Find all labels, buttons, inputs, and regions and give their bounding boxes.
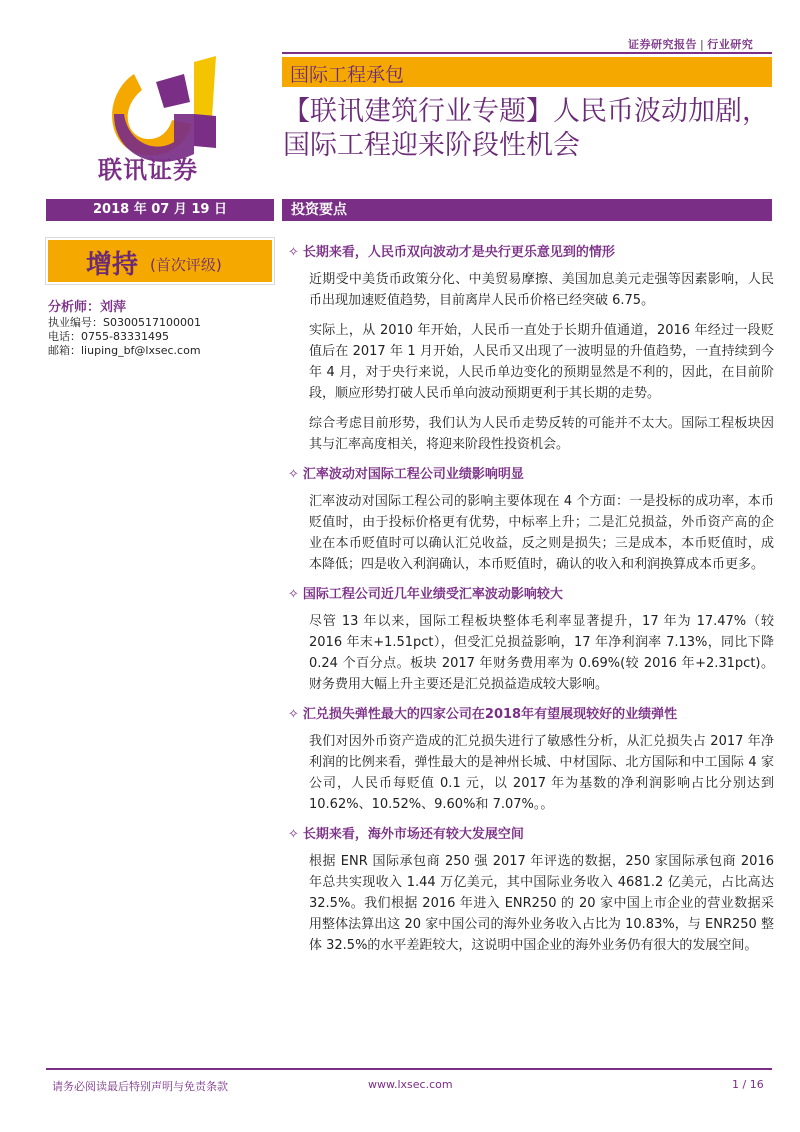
logo-text: 联讯证券 bbox=[98, 155, 198, 184]
analyst-name: 分析师：刘萍 bbox=[48, 300, 127, 315]
paragraph: 根据 ENR 国际承包商 250 强 2017 年评选的数据，250 家国际承包商 2016 年总共实现收入 1.44 万亿美元，其中国际业务收入 4681.2 亿美元，占比高达 32.5%。我们根据 2016 年进入 ENR250 的 20 家中国上市企业的营业数据采用整体法算出这 20 家中国公司的海外业务收入占比为 10.83%，与 ENR250 整体 32.5%的水平差距较大，这说明中国企业的海外业务仍有很大的发展空间。 bbox=[309, 854, 774, 953]
rating-main: 增持 bbox=[86, 250, 139, 280]
section-heading: ✧ 国际工程公司近几年业绩受汇率波动影响较大 bbox=[288, 587, 563, 602]
footer-disclaimer: 请务必阅读最后特别声明与免责条款 bbox=[52, 1080, 228, 1093]
diamond-bullet-icon: ✧ bbox=[288, 245, 299, 260]
paragraph: 我们对因外币资产造成的汇兑损失进行了敏感性分析，从汇兑损失占 2017 年净利润的比例来看，弹性最大的是神州长城、中材国际、北方国际和中工国际 4 家公司，人民币每贬值 0.1 元，以 2017 年为基数的净利润影响占比分别达到 10.62%、10.52%、9.60%和 7.07%。。 bbox=[309, 734, 774, 812]
report-date: 2018 年 07 月 19 日 bbox=[46, 199, 274, 221]
top-rule bbox=[282, 52, 772, 54]
section-recent-performance bbox=[288, 584, 774, 695]
section-elasticity bbox=[288, 704, 774, 815]
section-heading: ✧ 汇率波动对国际工程公司业绩影响明显 bbox=[288, 467, 524, 482]
report-type-line bbox=[628, 36, 753, 52]
main-content bbox=[288, 242, 774, 965]
paragraph: 尽管 13 年以来，国际工程板块整体毛利率显著提升，17 年为 17.47%（较 2016 年末+1.51pct），但受汇兑损益影响，17 年净利润率 7.13%，同比下降 0.24 个百分点。板块 2017 年财务费用率为 0.69%(较 2016 年+2.31pct)。财务费用大幅上升主要还是汇兑损益造成较大影响。 bbox=[309, 614, 774, 692]
logo-purple-block bbox=[156, 74, 190, 108]
section-rmb-outlook bbox=[288, 242, 774, 455]
page-number: 1 / 16 bbox=[732, 1078, 764, 1091]
investment-highlights-heading: 投资要点 bbox=[282, 199, 772, 221]
diamond-bullet-icon: ✧ bbox=[288, 467, 299, 482]
sector-bar bbox=[282, 57, 772, 87]
section-overseas-market bbox=[288, 824, 774, 956]
logo-yellow-flag bbox=[194, 56, 216, 118]
footer-website-link[interactable]: www.lxsec.com bbox=[368, 1078, 453, 1091]
paragraph: 汇率波动对国际工程公司的影响主要体现在 4 个方面：一是投标的成功率，本币贬值时，由于投标价格更有优势，中标率上升；二是汇兑损益，外币资产高的企业在本币贬值时可以确认汇兑收益，反之则是损失；三是成本，本币贬值时，成本降低；四是收入利润确认，本币贬值时，确认的收入和利润换算成本币更多。 bbox=[309, 494, 774, 572]
section-heading: ✧ 汇兑损失弹性最大的四家公司在2018年有望展现较好的业绩弹性 bbox=[288, 707, 678, 722]
paragraph: 综合考虑目前形势，我们认为人民币走势反转的可能并不太大。国际工程板块因其与汇率高度相关，将迎来阶段性投资机会。 bbox=[309, 416, 774, 452]
diamond-bullet-icon: ✧ bbox=[288, 707, 299, 722]
analyst-phone: 电话：0755-83331495 bbox=[48, 330, 169, 343]
report-title: 【联讯建筑行业专题】人民币波动加剧，国际工程迎来阶段性机会 bbox=[283, 96, 769, 161]
report-category: 行业研究 bbox=[707, 38, 754, 51]
sector-label: 国际工程承包 bbox=[290, 64, 405, 86]
diamond-bullet-icon: ✧ bbox=[288, 827, 299, 842]
logo-purple-wedge bbox=[194, 114, 216, 148]
bottom-rule bbox=[46, 1068, 772, 1070]
paragraph: 近期受中美货币政策分化、中美贸易摩擦、美国加息美元走强等因素影响，人民币出现加速贬值趋势，目前离岸人民币价格已经突破 6.75。 bbox=[309, 272, 774, 308]
analyst-license: 执业编号：S0300517100001 bbox=[48, 316, 201, 329]
report-type: 证券研究报告 bbox=[628, 38, 697, 51]
section-fx-impact bbox=[288, 464, 774, 575]
rating-sub: (首次评级) bbox=[150, 256, 222, 274]
diamond-bullet-icon: ✧ bbox=[288, 587, 299, 602]
section-heading: ✧ 长期来看，海外市场还有较大发展空间 bbox=[288, 827, 524, 842]
rating-box bbox=[46, 238, 274, 284]
analyst-email: 邮箱：liuping_bf@lxsec.com bbox=[48, 344, 201, 357]
analyst-info bbox=[48, 316, 201, 358]
header-separator: | bbox=[700, 38, 705, 51]
section-heading: ✧ 长期来看，人民币双向波动才是央行更乐意见到的情形 bbox=[288, 245, 615, 260]
paragraph: 实际上，从 2010 年开始，人民币一直处于长期升值通道，2016 年经过一段贬值后在 2017 年 1 月开始，人民币又出现了一波明显的升值趋势，一直持续到今年 4 月，对于央行来说，人民币单边变化的预期显然是不利的，因此，在目前阶段，顺应形势打破人民币单向波动预期更利于其长期的走势。 bbox=[309, 323, 774, 401]
